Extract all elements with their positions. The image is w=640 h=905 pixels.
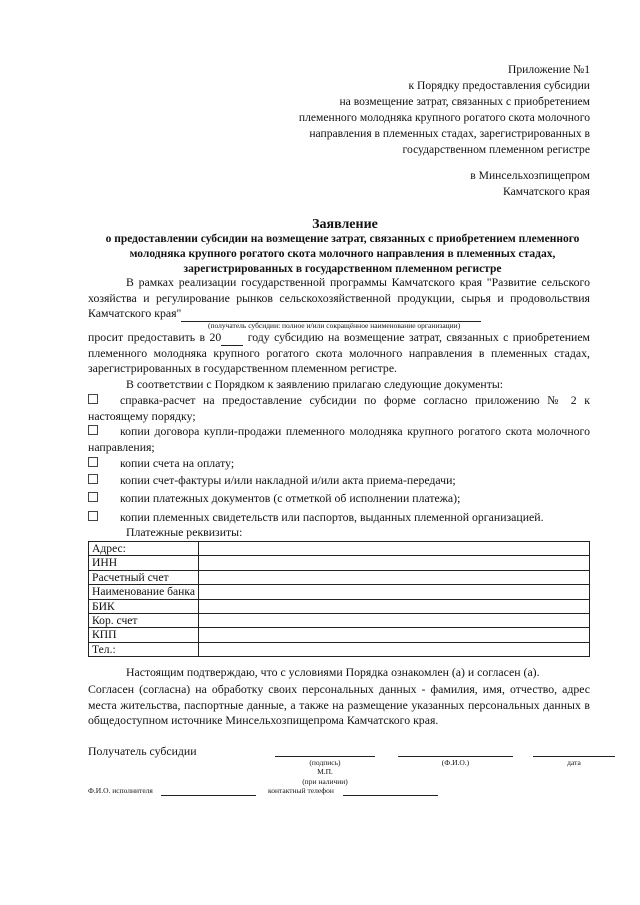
phone-line[interactable] xyxy=(343,795,438,796)
confirm-text: Настоящим подтверждаю, что с условиями Порядка ознакомлен (а) и согласен (а). xyxy=(126,665,540,679)
request-paragraph xyxy=(88,330,590,377)
document-subtitle: о предоставлении субсидии на возмещение затрат, связанных с приобретением племенного молодняка крупного рогатого скота молочного направления в племенных стадах, зарегистрированных в государственном племенном регистре xyxy=(105,233,580,275)
consent-text: Согласен (согласна) на обработку своих персональных данных - фамилия, имя, отчество, адрес места жительства, паспортные данные, а также на размещение указанных персональных данных в общедоступном источнике Минсельхозпищепрома Камчатского края. xyxy=(88,682,590,728)
table-row xyxy=(89,542,590,556)
requisite-label: БИК xyxy=(89,599,199,613)
requisite-value[interactable] xyxy=(198,599,589,613)
requisite-value[interactable] xyxy=(198,570,589,584)
checkbox[interactable] xyxy=(88,511,98,521)
table-row xyxy=(89,585,590,599)
header-line: племенного молодняка крупного рогатого скота молочного xyxy=(298,111,590,124)
document-item xyxy=(88,491,590,507)
document-item-text: копии договора купли-продажи племенного молодняка крупного рогатого скота молочного направления; xyxy=(88,424,590,454)
checkbox[interactable] xyxy=(88,474,98,484)
checkbox[interactable] xyxy=(88,394,98,404)
document-item-text: копии племенных свидетельств или паспортов, выданных племенной организацией. xyxy=(120,510,544,524)
checkbox[interactable] xyxy=(88,425,98,435)
request-text-a: просит предоставить в 20 xyxy=(88,330,222,344)
fio-label: (Ф.И.О.) xyxy=(441,758,470,767)
requisite-label: Наименование банка xyxy=(89,585,199,599)
table-row xyxy=(89,628,590,642)
requisite-label: ИНН xyxy=(89,556,199,570)
table-row xyxy=(89,614,590,628)
document-item-text: копии платежных документов (с отметкой об исполнении платежа); xyxy=(120,491,461,505)
requisite-value[interactable] xyxy=(198,542,589,556)
requisites-table xyxy=(88,541,590,657)
document-item xyxy=(88,510,590,526)
requisite-label: Расчетный счет xyxy=(89,570,199,584)
requisite-label: КПП xyxy=(89,628,199,642)
signature-label: (подпись) xyxy=(309,758,341,767)
header-line: к Порядку предоставления субсидии xyxy=(408,79,590,92)
requisite-label: Адрес: xyxy=(89,542,199,556)
intro-paragraph xyxy=(88,275,590,322)
signature-line[interactable] xyxy=(275,756,375,757)
intro-text: В рамках реализации государственной программы Камчатского края "Развитие сельского хозяйства и регулирование рынков сельскохозяйственной продукции, сырья и продовольствия Камчатского края" xyxy=(88,275,590,321)
document-item xyxy=(88,424,590,455)
document-item xyxy=(88,473,590,489)
checkbox[interactable] xyxy=(88,492,98,502)
requisite-value[interactable] xyxy=(198,614,589,628)
documents-intro: В соответствии с Порядком к заявлению прилагаю следующие документы: xyxy=(126,377,504,391)
requisite-value[interactable] xyxy=(198,642,589,656)
header-line: государственном племенном регистре xyxy=(402,143,590,156)
requisite-value[interactable] xyxy=(198,628,589,642)
addressee-line: в Минсельхозпищепром xyxy=(470,169,590,182)
date-label: дата xyxy=(567,758,581,767)
document-item-text: справка-расчет на предоставление субсидии по форме согласно приложению № 2 к настоящему порядку; xyxy=(88,393,590,423)
recipient-label: Получатель субсидии xyxy=(88,744,197,758)
executor-label: Ф.И.О. исполнителя xyxy=(88,786,153,795)
requisite-label: Кор. счет xyxy=(89,614,199,628)
document-item xyxy=(88,393,590,424)
table-row xyxy=(89,642,590,656)
document-title: Заявление xyxy=(312,217,378,232)
fio-line[interactable] xyxy=(398,756,513,757)
requisite-value[interactable] xyxy=(198,585,589,599)
stamp-optional-label: (при наличии) xyxy=(302,777,348,786)
requisite-value[interactable] xyxy=(198,556,589,570)
executor-line[interactable] xyxy=(161,795,256,796)
appendix-header xyxy=(230,62,590,158)
addressee-line: Камчатского края xyxy=(502,185,590,198)
table-row xyxy=(89,556,590,570)
header-line: на возмещение затрат, связанных с приобретением xyxy=(339,95,590,108)
header-line: Приложение №1 xyxy=(508,63,590,76)
requisite-label: Тел.: xyxy=(89,642,199,656)
addressee xyxy=(470,168,590,200)
date-line[interactable] xyxy=(533,756,615,757)
recipient-hint: (получатель субсидии: полное и/или сокращённое наименование организации) xyxy=(208,321,461,330)
document-item-text: копии счет-фактуры и/или накладной и/или акта приема-передачи; xyxy=(120,473,456,487)
request-text-b: году субсидию на возмещение затрат, связанных с приобретением племенного молодняка крупного рогатого скота молочного направления в племенных стадах, зарегистрированных в государственном племенном регистре. xyxy=(88,330,591,376)
document-item xyxy=(88,456,590,472)
stamp-label: М.П. xyxy=(317,767,333,776)
checkbox[interactable] xyxy=(88,457,98,467)
document-item-text: копии счета на оплату; xyxy=(120,456,235,470)
header-line: направления в племенных стадах, зарегистрированных в xyxy=(309,127,590,140)
payment-title: Платежные реквизиты: xyxy=(126,525,243,539)
table-row xyxy=(89,599,590,613)
table-row xyxy=(89,570,590,584)
phone-label: контактный телефон xyxy=(268,786,334,795)
